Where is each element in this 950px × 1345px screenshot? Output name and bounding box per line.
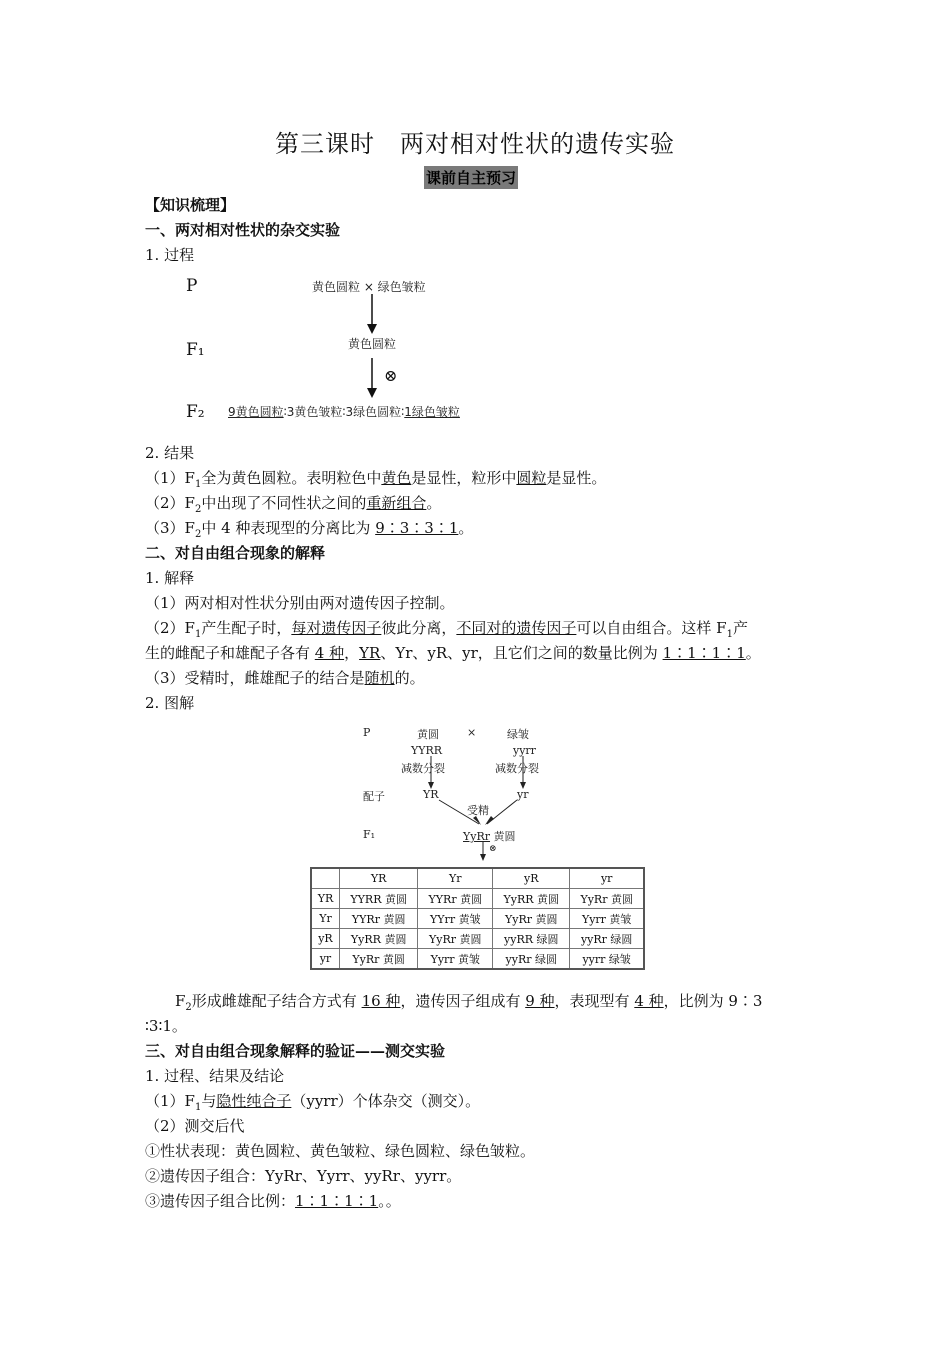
diagram-label: 2. 图解 — [145, 694, 195, 712]
f2-class-yellow-wrinkled: 3黄色皱粒 — [286, 405, 343, 419]
punnett-header: YR — [339, 868, 418, 889]
punnett-row — [311, 889, 644, 909]
parental-cross: 黄色圆粒 × 绿色皱粒 — [312, 280, 426, 294]
punnett-row — [311, 929, 644, 949]
explanation-label: 1. 解释 — [145, 569, 195, 587]
parent-left-phenotype: 黄圆 — [417, 728, 439, 741]
punnett-row-header: Yr — [311, 909, 339, 929]
parent-right-genotype: yyrr — [513, 744, 536, 757]
selfing-symbol: ⊗ — [384, 366, 398, 385]
down-arrow-icon — [364, 294, 380, 334]
fertilization-label: 受精 — [467, 804, 489, 817]
cross-diagram — [180, 272, 560, 432]
f1-phenotype: 黄色圆粒 — [348, 337, 397, 351]
parent-left-genotype: YYRR — [411, 744, 443, 757]
testcross-phenotypes: ①性状表现：黄色圆粒、黄色皱粒、绿色圆粒、绿色皱粒。 — [145, 1142, 536, 1160]
punnett-cell: yyRr 绿圆 — [493, 949, 570, 970]
punnett-cell: yyrr 绿皱 — [570, 949, 644, 970]
punnett-header: yR — [493, 868, 570, 889]
punnett-cell: Yyrr 黄皱 — [418, 949, 493, 970]
down-arrow-icon — [364, 358, 380, 398]
f1-label: F₁ — [363, 828, 376, 841]
punnett-cell: YYrr 黄皱 — [418, 909, 493, 929]
f2-summary-cont: ∶3∶1。 — [145, 1017, 187, 1035]
result-label: 2. 结果 — [145, 444, 195, 462]
section-1-heading: 一、两对相对性状的杂交实验 — [145, 221, 341, 239]
f1-generation-label: F₁ — [186, 340, 205, 360]
punnett-row-header: yR — [311, 929, 339, 949]
punnett-cell: YyRr 黄圆 — [418, 929, 493, 949]
result-2: $(2)F_2$中出现了不同性状之间的重新组合。 — [145, 494, 442, 515]
punnett-row — [311, 909, 644, 929]
f1-offspring: YyRr 黄圆 — [463, 830, 516, 843]
punnett-cell: YyRR 黄圆 — [339, 929, 418, 949]
knowledge-header: 【知识梳理】 — [145, 196, 236, 214]
testcross-1: $(1)F_1$与隐性纯合子（yyrr）个体杂交（测交）。 — [145, 1092, 481, 1113]
f2-class-green-wrinkled: 1绿色皱粒 — [404, 405, 460, 419]
gamete-right: yr — [517, 788, 529, 801]
explanation-2: $(2)F_1$产生配子时，每对遗传因子彼此分离，不同对的遗传因子可以自由组合。这样 $F_1$产 — [145, 619, 748, 640]
punnett-corner — [311, 868, 339, 889]
punnett-row-header: YR — [311, 889, 339, 909]
explanation-1: （1）两对相对性状分别由两对遗传因子控制。 — [145, 594, 455, 612]
cross-symbol: × — [467, 726, 477, 739]
meiosis-right: 减数分裂 — [495, 762, 539, 775]
f2-ratio: 9黄色圆粒∶3黄色皱粒∶3绿色圆粒∶1绿色皱粒 — [228, 405, 460, 419]
explanation-2-cont: 生的雌配子和雄配子各有 4 种，YR、Yr、yR、yr，且它们之间的数量比例为 1∶1∶1∶1。 — [145, 644, 761, 662]
testcross-genotypes: ②遗传因子组合：YyRr、Yyrr、yyRr、yyrr。 — [145, 1167, 462, 1185]
punnett-cell: yyRr 绿圆 — [570, 929, 644, 949]
punnett-cell: YyRR 黄圆 — [493, 889, 570, 909]
punnett-cell: YyRr 黄圆 — [493, 909, 570, 929]
parent-right-phenotype: 绿皱 — [507, 728, 529, 741]
result-3: $(3)F_2$中 4 种表现型的分离比为 9∶3∶3∶1。 — [145, 519, 474, 540]
selfing-symbol-2: ⊗ — [489, 844, 497, 854]
punnett-cell: YYRr 黄圆 — [339, 909, 418, 929]
punnett-square — [310, 867, 645, 970]
punnett-cell: YyRr 黄圆 — [339, 949, 418, 970]
punnett-row — [311, 949, 644, 970]
f2-class-yellow-round: 9黄色圆粒 — [228, 405, 284, 419]
punnett-header: yr — [570, 868, 644, 889]
gamete-left: YR — [423, 788, 439, 801]
p-label: P — [363, 726, 371, 739]
punnett-row-header: yr — [311, 949, 339, 970]
punnett-cell: YYRr 黄圆 — [418, 889, 493, 909]
punnett-cell: YYRR 黄圆 — [339, 889, 418, 909]
punnett-header-row — [311, 868, 644, 889]
gamete-label: 配子 — [363, 790, 385, 803]
section-2-heading: 二、对自由组合现象的解释 — [145, 544, 326, 562]
page-title: 第三课时 两对相对性状的遗传实验 — [275, 130, 675, 158]
punnett-cell: Yyrr 黄皱 — [570, 909, 644, 929]
result-1: $(1)F_1$全为黄色圆粒。表明粒色中黄色是显性，粒形中圆粒是显性。 — [145, 469, 607, 490]
gamete-diagram — [355, 722, 615, 862]
f2-class-green-round: 3绿色圆粒 — [345, 405, 402, 419]
testcross-label: 1. 过程、结果及结论 — [145, 1067, 285, 1085]
punnett-header: Yr — [418, 868, 493, 889]
punnett-cell: YyRr 黄圆 — [570, 889, 644, 909]
p-generation-label: P — [186, 276, 198, 296]
testcross-ratio: ③遗传因子组合比例：1∶1∶1∶1。。 — [145, 1192, 401, 1210]
section-badge: 课前自主预习 — [424, 166, 518, 189]
f2-generation-label: F₂ — [186, 402, 205, 422]
punnett-cell: yyRR 绿圆 — [493, 929, 570, 949]
process-label: 1. 过程 — [145, 246, 195, 264]
explanation-3: （3）受精时，雌雄配子的结合是随机的。 — [145, 669, 425, 687]
meiosis-left: 减数分裂 — [401, 762, 445, 775]
f2-summary: $F_2$形成雌雄配子结合方式有 16 种，遗传因子组成有 9 种，表现型有 4 种，比例为 9∶3 — [175, 992, 763, 1013]
testcross-2: （2）测交后代 — [145, 1117, 245, 1135]
section-3-heading: 三、对自由组合现象解释的验证——测交实验 — [145, 1042, 446, 1060]
